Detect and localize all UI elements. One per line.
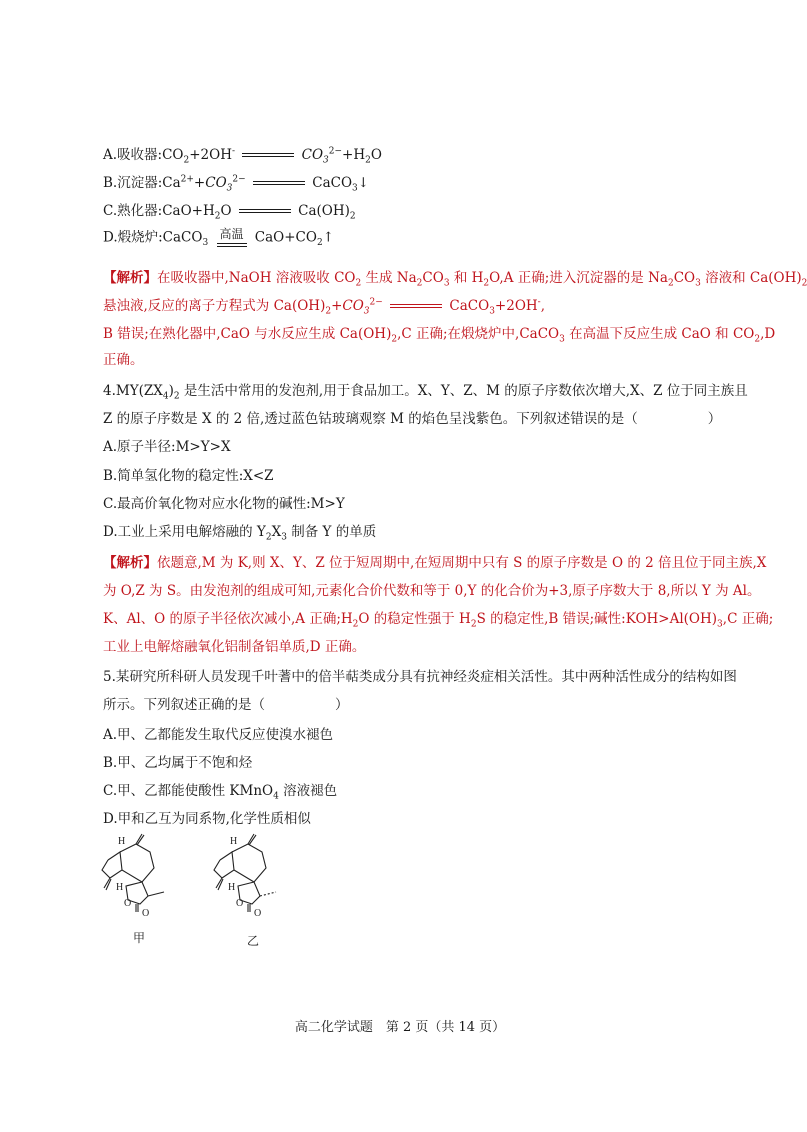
q4-option-a: A.原子半径:M>Y>X <box>103 439 231 455</box>
q3-analysis-line-3: B 错误;在熟化器中,CaO 与水反应生成 $Ca(OH)_2,C$ 正确;在煅烧炉中,CaCO$_3$ 在高温下反应生成 CaO 和 $CO_2,D$ <box>103 326 776 345</box>
q4-option-c: C.最高价氧化物对应水化物的碱性:M>Y <box>103 496 345 512</box>
structure-yi-label: 乙 <box>247 934 260 948</box>
q4-analysis-line-4: 工业上电解熔融氧化铝制备铝单质,D 正确。 <box>103 639 366 655</box>
q3-option-c: C.熟化器$:CaO+H_2O$ $Ca(OH)_2$ <box>103 203 356 222</box>
q4-option-d: D.工业上采用电解熔融的 $Y_2X_3$ 制备 Y 的单质 <box>103 524 377 543</box>
q5-option-a: A.甲、乙都能发生取代反应使溴水褪色 <box>103 727 334 743</box>
q3-analysis-line-1: 【解析】在吸收器中,NaOH 溶液吸收 $CO_2$ 生成 $Na_2CO_3$ 和 $H_2O,A$ 正确;进入沉淀器的是 $Na_2CO_3$ 溶液和 $Ca(OH)_2$ <box>103 270 807 289</box>
q4-option-b: B.简单氢化物的稳定性:X<Z <box>103 468 274 484</box>
atom-o-carbonyl: O <box>142 908 150 919</box>
page-footer: 高二化学试题 第 2 页（共 14 页） <box>294 1020 506 1035</box>
q4-analysis-line-3: K、Al、O 的原子半径依次减小,A 正确$;H_2O$ 的稳定性强于 $H_2S$ 的稳定性,B 错误;碱性$:KOH>Al(OH)_3,C$ 正确; <box>103 611 774 630</box>
atom-h-top: H <box>230 836 238 847</box>
q5-option-b: B.甲、乙均属于不饱和烃 <box>103 755 253 771</box>
q4-stem-line-1: $4.MY(ZX_4)_2$ 是生活中常用的发泡剂,用于食品加工。X、Y、Z、M 的原子序数依次增大,X、Z 位于同主族且 <box>103 383 748 402</box>
equals-sign <box>253 179 305 187</box>
atom-h-bottom: H <box>116 882 124 893</box>
atom-h-bottom: H <box>228 882 236 893</box>
atom-o-ring: O <box>124 898 132 909</box>
q3-option-a: A.吸收器$:CO_2+2OH^-$ $CO_3^{2-}+H_2O$ <box>103 146 382 166</box>
equals-sign <box>390 302 442 310</box>
high-temp-condition: 高温 <box>217 227 247 249</box>
q5-option-d: D.甲和乙互为同系物,化学性质相似 <box>103 811 311 827</box>
atom-o-carbonyl: O <box>254 908 262 919</box>
structure-jia-label: 甲 <box>133 931 146 945</box>
q4-analysis-line-1: 【解析】依题意,M 为 K,则 X、Y、Z 位于短周期中,在短周期中只有 S 的原子序数是 O 的 2 倍且位于同主族,X <box>103 555 767 571</box>
equals-sign <box>242 151 294 159</box>
structure-yi-diagram <box>210 830 300 922</box>
q3-option-b: B.沉淀器$:Ca^{2+}+CO_3^{2-}$ CaCO$_3$↓ <box>103 174 370 194</box>
q4-analysis-line-2: 为 O,Z 为 S。由发泡剂的组成可知,元素化合价代数和等于 0,Y 的化合价为+3,原子序数大于 8,所以 Y 为 Al。 <box>103 583 761 599</box>
q3-analysis-line-2: 悬浊液,反应的离子方程式为 $Ca(OH)_2+CO_3^{2-}$ CaCO$_3$+2OH-, <box>103 297 546 317</box>
structure-jia-diagram <box>98 830 188 922</box>
q5-stem-line-2: 所示。下列叙述正确的是（ ） <box>103 697 349 713</box>
equals-sign <box>239 207 291 215</box>
q3-analysis-line-4: 正确。 <box>103 352 144 368</box>
atom-o-ring: O <box>236 898 244 909</box>
q5-option-c: C.甲、乙都能使酸性 KMnO$_4$ 溶液褪色 <box>103 783 338 802</box>
atom-h-top: H <box>118 836 126 847</box>
q5-stem-line-1: 5.某研究所科研人员发现千叶蓍中的倍半萜类成分具有抗神经炎症相关活性。其中两种活性成分的结构如图 <box>103 669 737 685</box>
q4-stem-line-2: Z 的原子序数是 X 的 2 倍,透过蓝色钴玻璃观察 M 的焰色呈浅紫色。下列叙述错误的是（ ） <box>103 411 722 427</box>
q3-option-d: D.煅烧炉:CaCO$_3$ 高温 $CaO+CO_2↑$ <box>103 227 334 249</box>
